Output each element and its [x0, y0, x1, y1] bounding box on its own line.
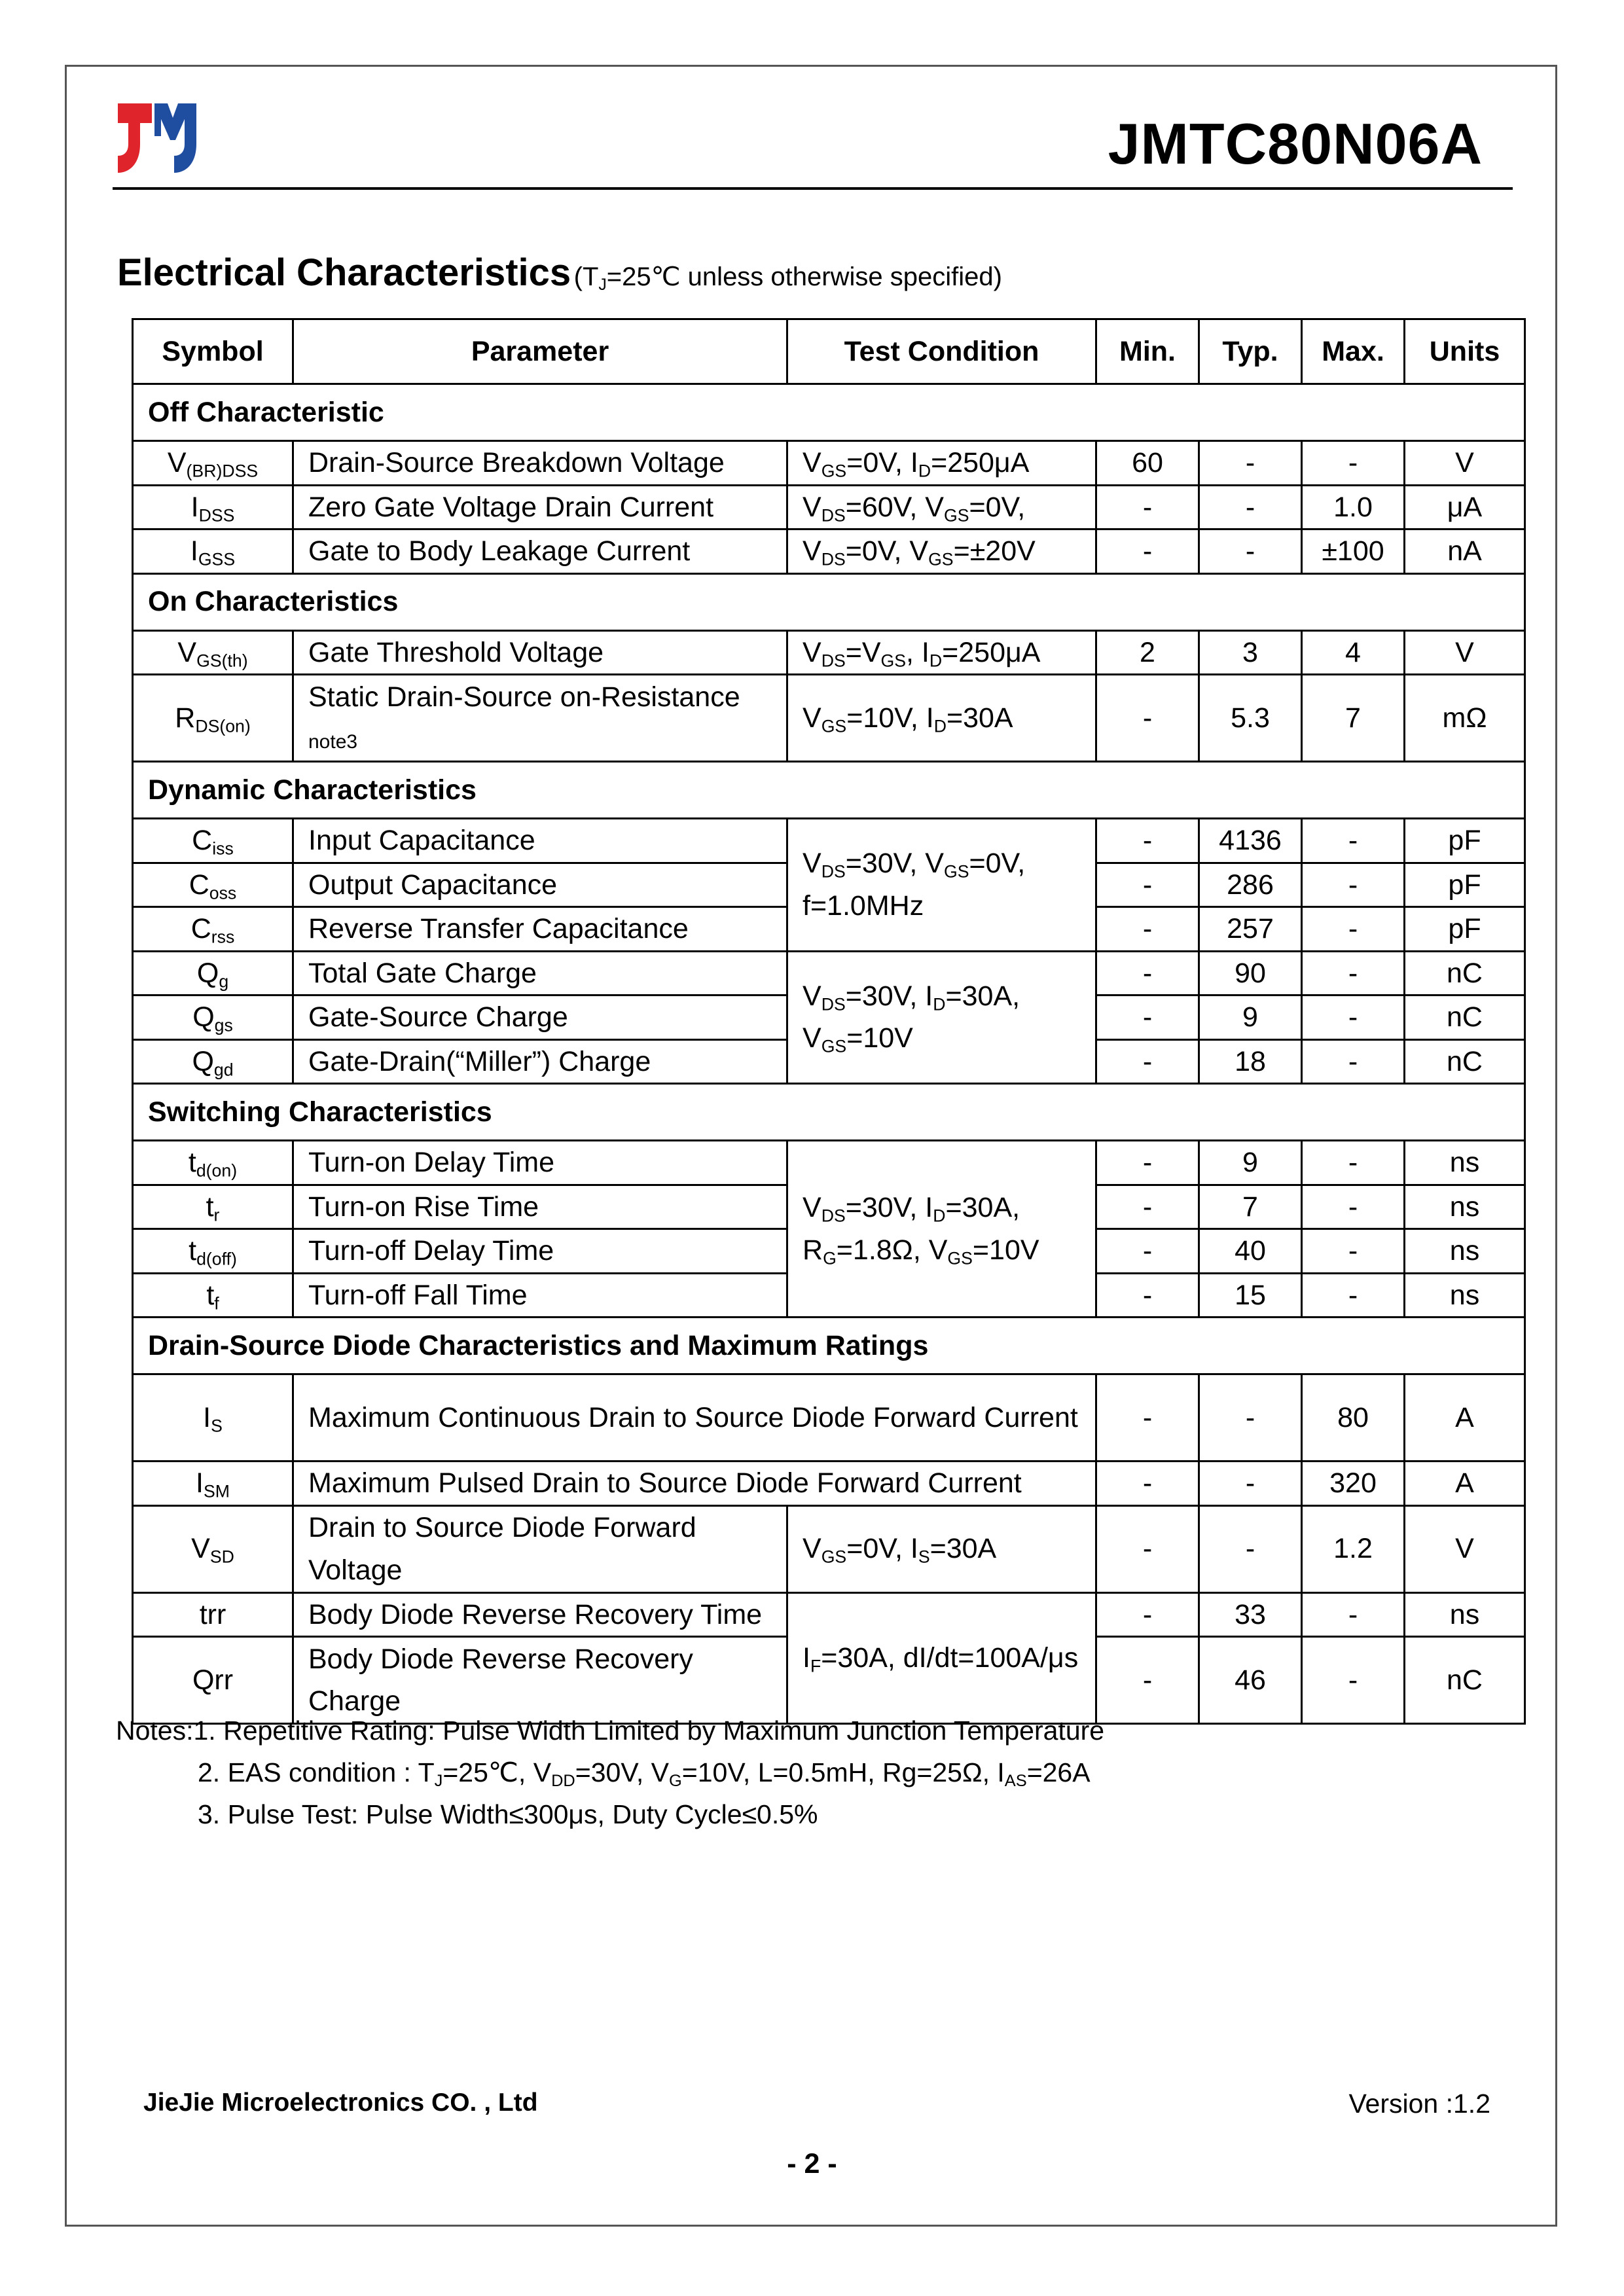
condition-cell [787, 819, 1096, 952]
cond-line: $V_{GS}=10V$ [803, 1022, 913, 1056]
min-cell: - [1096, 907, 1199, 952]
note-1: Notes:1. Repetitive Rating: Pulse Width Limited by Maximum Junction Temperature [116, 1715, 1105, 1746]
min-cell: - [1096, 951, 1199, 996]
cond-sub: J [598, 276, 607, 294]
typ-cell: 15 [1199, 1273, 1302, 1318]
table-row [133, 819, 1525, 863]
unit-cell: V [1405, 1505, 1525, 1592]
symbol-cell: $t_{d(off)}$ [133, 1229, 293, 1274]
parameter-cell: Maximum Continuous Drain to Source Diode Forward Current [293, 1374, 1096, 1462]
unit-cell: nC [1405, 1039, 1525, 1084]
condition-cell [787, 951, 1096, 1084]
symbol-cell: $Q_{gd}$ [133, 1039, 293, 1084]
unit-cell: ns [1405, 1592, 1525, 1637]
table-row [133, 1592, 1525, 1637]
parameter-cell: Output Capacitance [293, 863, 787, 907]
max-cell: 320 [1302, 1462, 1405, 1506]
header-row [133, 319, 1525, 384]
max-cell: 80 [1302, 1374, 1405, 1462]
unit-cell: nA [1405, 529, 1525, 574]
typ-cell: 257 [1199, 907, 1302, 952]
typ-cell: 5.3 [1199, 675, 1302, 762]
unit-cell: V [1405, 441, 1525, 486]
max-cell: 4 [1302, 630, 1405, 675]
note-3: 3. Pulse Test: Pulse Width≤300μs, Duty Cycle≤0.5% [198, 1799, 818, 1829]
unit-cell: ns [1405, 1229, 1525, 1274]
min-cell: - [1096, 485, 1199, 529]
max-cell: - [1302, 951, 1405, 996]
min-cell: - [1096, 1141, 1199, 1185]
condition-cell: $V_{GS}=10V$, $I_D=30A$ [787, 675, 1096, 762]
min-cell: - [1096, 1637, 1199, 1724]
typ-cell: - [1199, 529, 1302, 574]
symbol-cell: Qrr [133, 1637, 293, 1724]
symbol-cell: $R_{DS(on)}$ [133, 675, 293, 762]
parameter-cell: Reverse Transfer Capacitance [293, 907, 787, 952]
unit-cell: V [1405, 630, 1525, 675]
cond-line: f=1.0MHz [803, 889, 924, 922]
max-cell: - [1302, 1141, 1405, 1185]
unit-cell: ns [1405, 1141, 1525, 1185]
typ-cell: 7 [1199, 1185, 1302, 1229]
footer-company: JieJie Microelectronics CO. , Ltd [143, 2089, 538, 2117]
condition-cell: $V_{GS}=0V$, $I_S=30A$ [787, 1505, 1096, 1592]
unit-cell: ns [1405, 1273, 1525, 1318]
table-row [133, 630, 1525, 675]
company-logo [115, 103, 199, 174]
symbol-cell: $t_f$ [133, 1273, 293, 1318]
condition-cell: $V_{DS}=0V$, $V_{GS}=\pm 20V$ [787, 529, 1096, 574]
max-cell: - [1302, 1229, 1405, 1274]
symbol-cell: $I_{SM}$ [133, 1462, 293, 1506]
max-cell: - [1302, 1185, 1405, 1229]
unit-cell: μA [1405, 485, 1525, 529]
min-cell: - [1096, 1273, 1199, 1318]
part-number: JMTC80N06A [1108, 111, 1483, 176]
max-cell: - [1302, 1592, 1405, 1637]
parameter-cell: Gate-Source Charge [293, 996, 787, 1040]
table-row [133, 1462, 1525, 1506]
unit-cell: ns [1405, 1185, 1525, 1229]
parameter-cell: Total Gate Charge [293, 951, 787, 996]
typ-cell: 286 [1199, 863, 1302, 907]
symbol-cell: $I_{DSS}$ [133, 485, 293, 529]
unit-cell: nC [1405, 951, 1525, 996]
symbol-cell: $t_r$ [133, 1185, 293, 1229]
parameter-cell: Zero Gate Voltage Drain Current [293, 485, 787, 529]
parameter-cell: Turn-on Delay Time [293, 1141, 787, 1185]
table-row [133, 441, 1525, 486]
cond-pre: (T [573, 262, 599, 291]
unit-cell: pF [1405, 907, 1525, 952]
condition-cell: $V_{DS}=V_{GS}$, $I_D=250\mu A$ [787, 630, 1096, 675]
col-symbol: Symbol [133, 319, 293, 384]
symbol-cell: $I_{GSS}$ [133, 529, 293, 574]
typ-cell: - [1199, 441, 1302, 486]
parameter-cell: Input Capacitance [293, 819, 787, 863]
symbol-cell: $V_{(BR)DSS}$ [133, 441, 293, 486]
cond-line: $R_G=1.8\Omega$, $V_{GS}=10V$ [803, 1234, 1039, 1268]
max-cell: - [1302, 907, 1405, 952]
unit-cell: nC [1405, 1637, 1525, 1724]
min-cell: 2 [1096, 630, 1199, 675]
table-row [133, 529, 1525, 574]
header-rule [113, 187, 1513, 190]
typ-cell: 90 [1199, 951, 1302, 996]
parameter-cell: Turn-off Delay Time [293, 1229, 787, 1274]
group-on: On Characteristics [133, 573, 1525, 630]
group-diode: Drain-Source Diode Characteristics and Maximum Ratings [133, 1318, 1525, 1374]
col-typ: Typ. [1199, 319, 1302, 384]
cond-line: $V_{DS}=30V$, $I_D=30A$, [803, 980, 1020, 1014]
unit-cell: pF [1405, 819, 1525, 863]
condition-cell: $V_{GS}=0V$, $I_D=250\mu A$ [787, 441, 1096, 486]
table-row [133, 951, 1525, 996]
page-number: - 2 - [787, 2148, 837, 2179]
condition-cell [787, 1141, 1096, 1318]
min-cell: - [1096, 675, 1199, 762]
unit-cell: pF [1405, 863, 1525, 907]
parameter-cell [293, 675, 787, 762]
col-units: Units [1405, 319, 1525, 384]
parameter-cell: Body Diode Reverse Recovery Time [293, 1592, 787, 1637]
unit-cell: A [1405, 1462, 1525, 1506]
col-parameter: Parameter [293, 319, 787, 384]
table-row [133, 1374, 1525, 1462]
max-cell: - [1302, 1273, 1405, 1318]
min-cell: - [1096, 863, 1199, 907]
parameter-cell: Gate Threshold Voltage [293, 630, 787, 675]
param-note: note3 [308, 731, 358, 753]
typ-cell: 40 [1199, 1229, 1302, 1274]
max-cell: - [1302, 863, 1405, 907]
cond-post: =25℃ unless otherwise specified) [606, 262, 1002, 291]
max-cell: 1.0 [1302, 485, 1405, 529]
parameter-cell: Turn-on Rise Time [293, 1185, 787, 1229]
typ-cell: - [1199, 1505, 1302, 1592]
parameter-cell: Drain to Source Diode Forward Voltage [293, 1505, 787, 1592]
symbol-cell: trr [133, 1592, 293, 1637]
parameter-cell: Maximum Pulsed Drain to Source Diode Forward Current [293, 1462, 1096, 1506]
typ-cell: 33 [1199, 1592, 1302, 1637]
electrical-characteristics-table [132, 318, 1526, 1725]
min-cell: - [1096, 1462, 1199, 1506]
max-cell: - [1302, 441, 1405, 486]
parameter-cell: Body Diode Reverse Recovery Charge [293, 1637, 787, 1724]
max-cell: - [1302, 996, 1405, 1040]
note-2: 2. EAS condition : $T_J=25℃$, $V_{DD}=30V$, $V_G=10V$, L=0.5mH, Rg=25Ω, $I_{AS}=26A$ [198, 1757, 1091, 1791]
cond-line: $V_{DS}=30V$, $V_{GS}=0V$, [803, 848, 1026, 882]
symbol-cell: $C_{rss}$ [133, 907, 293, 952]
table-row [133, 485, 1525, 529]
condition-cell: $V_{DS}=60V$, $V_{GS}=0V$, [787, 485, 1096, 529]
section-title-text: Electrical Characteristics [117, 251, 571, 294]
symbol-cell: $I_S$ [133, 1374, 293, 1462]
parameter-cell: Turn-off Fall Time [293, 1273, 787, 1318]
symbol-cell: $V_{SD}$ [133, 1505, 293, 1592]
notes [116, 1710, 1104, 1835]
typ-cell: 9 [1199, 996, 1302, 1040]
logo-j-red [118, 103, 152, 173]
max-cell: 1.2 [1302, 1505, 1405, 1592]
footer-version: Version :1.2 [1348, 2089, 1490, 2119]
symbol-cell: $Q_g$ [133, 951, 293, 996]
min-cell: - [1096, 1505, 1199, 1592]
parameter-cell: Drain-Source Breakdown Voltage [293, 441, 787, 486]
condition-cell: $I_F=30A$, dI/dt=100A/μs [787, 1592, 1096, 1724]
min-cell: - [1096, 996, 1199, 1040]
typ-cell: 18 [1199, 1039, 1302, 1084]
table-row [133, 1141, 1525, 1185]
typ-cell: 9 [1199, 1141, 1302, 1185]
symbol-cell: $t_{d(on)}$ [133, 1141, 293, 1185]
group-dynamic: Dynamic Characteristics [133, 762, 1525, 819]
symbol-cell: $V_{GS(th)}$ [133, 630, 293, 675]
group-switching: Switching Characteristics [133, 1084, 1525, 1141]
typ-cell: - [1199, 1462, 1302, 1506]
min-cell: - [1096, 1229, 1199, 1274]
min-cell: - [1096, 819, 1199, 863]
min-cell: - [1096, 1592, 1199, 1637]
unit-cell: nC [1405, 996, 1525, 1040]
cond-line: $V_{DS}=30V$, $I_D=30A$, [803, 1192, 1020, 1226]
max-cell: - [1302, 1637, 1405, 1724]
symbol-cell: $C_{iss}$ [133, 819, 293, 863]
table-row [133, 675, 1525, 762]
min-cell: - [1096, 1374, 1199, 1462]
symbol-cell: $C_{oss}$ [133, 863, 293, 907]
typ-cell: 46 [1199, 1637, 1302, 1724]
min-cell: - [1096, 1185, 1199, 1229]
section-condition [573, 262, 1002, 294]
typ-cell: 3 [1199, 630, 1302, 675]
group-off: Off Characteristic [133, 384, 1525, 441]
param-text: Static Drain-Source on-Resistance [308, 681, 740, 713]
parameter-cell: Gate to Body Leakage Current [293, 529, 787, 574]
typ-cell: - [1199, 485, 1302, 529]
logo-m-blue [154, 103, 196, 173]
max-cell: ±100 [1302, 529, 1405, 574]
min-cell: 60 [1096, 441, 1199, 486]
col-max: Max. [1302, 319, 1405, 384]
symbol-cell: $Q_{gs}$ [133, 996, 293, 1040]
min-cell: - [1096, 1039, 1199, 1084]
col-min: Min. [1096, 319, 1199, 384]
max-cell: - [1302, 819, 1405, 863]
max-cell: - [1302, 1039, 1405, 1084]
typ-cell: 4136 [1199, 819, 1302, 863]
section-title [117, 251, 1002, 294]
table-row [133, 1505, 1525, 1592]
parameter-cell: Gate-Drain(“Miller”) Charge [293, 1039, 787, 1084]
max-cell: 7 [1302, 675, 1405, 762]
unit-cell: mΩ [1405, 675, 1525, 762]
min-cell: - [1096, 529, 1199, 574]
col-test-condition: Test Condition [787, 319, 1096, 384]
typ-cell: - [1199, 1374, 1302, 1462]
unit-cell: A [1405, 1374, 1525, 1462]
